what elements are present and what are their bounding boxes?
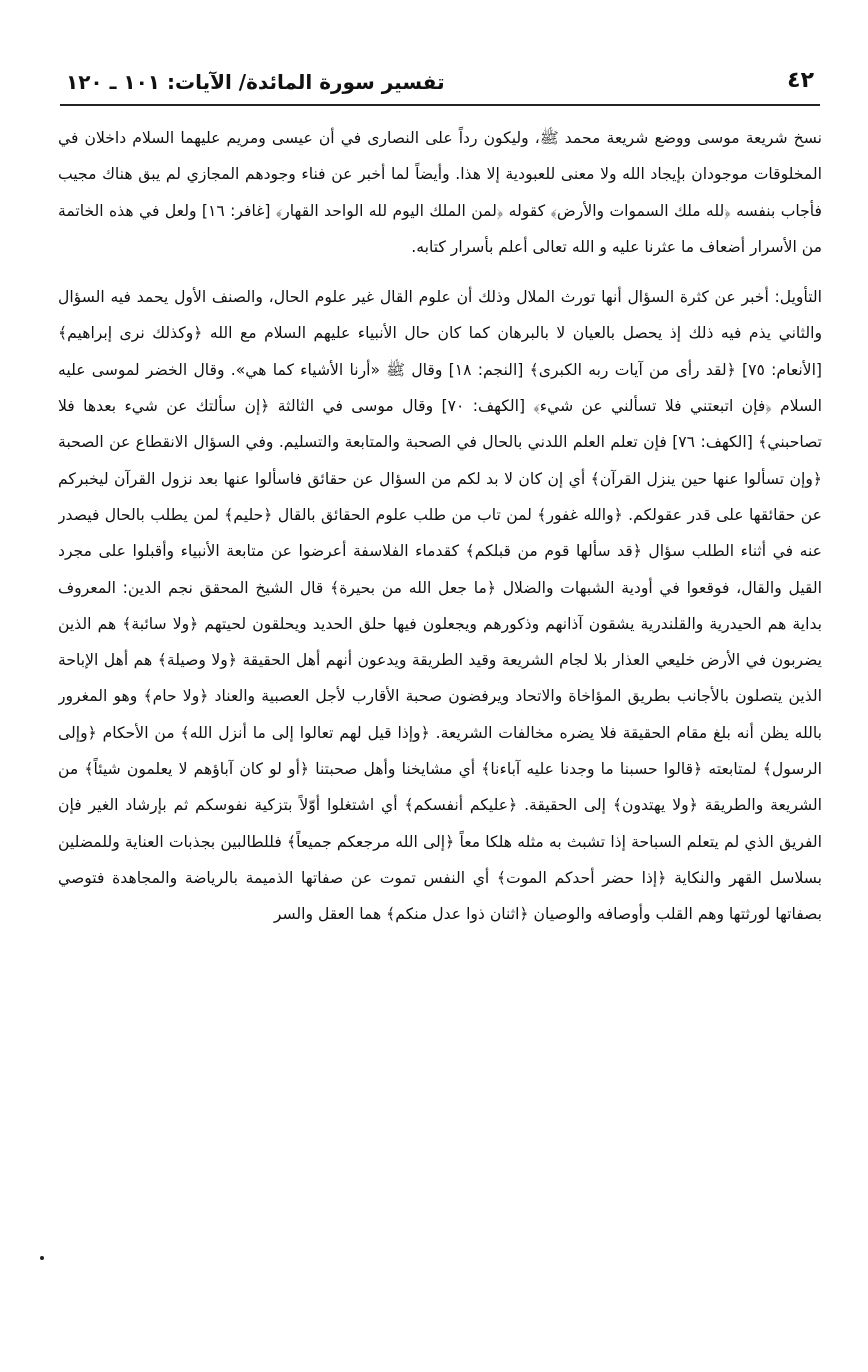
page-number: ٤٢ — [787, 68, 814, 93]
margin-mark — [40, 1256, 44, 1260]
running-title: تفسير سورة المائدة/ الآيات: ١٠١ ـ ١٢٠ — [66, 70, 445, 94]
page-body — [58, 120, 822, 1350]
paragraph-spacer — [58, 265, 822, 279]
page-header — [58, 64, 820, 104]
header-divider — [60, 104, 820, 106]
paragraph-intro: نسخ شريعة موسى ووضع شريعة محمد ﷺ، وليكون رداً على النصارى في أن عيسى ومريم عليهما السلام داخلان في المخلوقات موجودان بإيجاد الله ولا معنى للعبودية إلا هذا. وأيضاً لما أخبر عن فناء وجودهم المجازي لم يبق هناك مجيب فأجاب بنفسه ﴿لله ملك السموات والأرض﴾ كقوله ﴿لمن الملك اليوم لله الواحد القهار﴾ [غافر: ١٦] ولعل في هذه الخاتمة من الأسرار أضعاف ما عثرنا عليه و الله تعالى أعلم بأسرار كتابه. — [58, 129, 822, 256]
paragraph-tawil: التأويل: أخبر عن كثرة السؤال أنها تورث الملال وذلك أن علوم القال غير علوم الحال، والصنف الأول يحمد فيه السؤال والثاني يذم فيه ذلك إذ يحصل بالعيان لا بالبرهان كما كان حال الأنبياء عليهم السلام مع الله ﴿وكذلك نرى إبراهيم﴾ [الأنعام: ٧٥] ﴿لقد رأى من آيات ربه الكبرى﴾ [النجم: ١٨] وقال ﷺ «أرنا الأشياء كما هي». وقال الخضر لموسى عليه السلام ﴿فإن اتبعتني فلا تسألني عن شيء﴾ [الكهف: ٧٠] وقال موسى في الثالثة ﴿إن سألتك عن شيء بعدها فلا تصاحبني﴾ [الكهف: ٧٦] فإن تعلم العلم اللدني بالحال في الصحبة والمتابعة والتسليم. وفي السؤال الانقطاع عن الصحبة ﴿وإن تسألوا عنها حين ينزل القرآن﴾ أي إن كان لا بد لكم من السؤال عن حقائق فاسألوا عنها بعد نزول القرآن ليخبركم عن حقائقها على قدر عقولكم. ﴿والله غفور﴾ لمن تاب من طلب علوم الحقائق بالقال ﴿حليم﴾ لمن يطلب بالحال فيصدر عنه في أثناء الطلب سؤال ﴿قد سألها قوم من قبلكم﴾ كقدماء الفلاسفة أعرضوا عن متابعة الأنبياء وأقبلوا على مجرد القيل والقال، فوقعوا في أودية الشبهات والضلال ﴿ما جعل الله من بحيرة﴾ قال الشيخ المحقق نجم الدين: المعروف بداية هم الحيدرية والقلندرية يشقون آذانهم وذكورهم ويجعلون فيها حلق الحديد ويحلقون لحيتهم ﴿ولا سائبة﴾ هم الذين يضربون في الأرض خليعي العذار بلا لجام الشريعة وقيد الطريقة ويدعون أنهم أهل الحقيقة ﴿ولا وصيلة﴾ هم أهل الإباحة الذين يتصلون بالأجانب بطريق المؤاخاة والاتحاد ويرفضون صحبة الأقارب لأجل العصبية والعناد ﴿ولا حام﴾ وهو المغرور بالله يظن أنه بلغ مقام الحقيقة فلا يضره مخالفات الشريعة. ﴿وإذا قيل لهم تعالوا إلى ما أنزل الله﴾ من الأحكام ﴿وإلى الرسول﴾ لمتابعته ﴿قالوا حسبنا ما وجدنا عليه آباءنا﴾ أي مشايخنا وأهل صحبتنا ﴿أو لو كان آباؤهم لا يعلمون شيئاً﴾ من الشريعة والطريقة ﴿ولا يهتدون﴾ إلى الحقيقة. ﴿عليكم أنفسكم﴾ أي اشتغلوا أوّلاً بتزكية نفوسكم ثم بإرشاد الغير فإن الفريق الذي لم يتعلم السباحة إذا تشبث به مثله هلكا معاً ﴿إلى الله مرجعكم جميعاً﴾ فللطالبين بجذبات العناية وللمضلين بسلاسل القهر والنكاية ﴿إذا حضر أحدكم الموت﴾ أي النفس تموت عن صفاتها الذميمة بالرياضة والمجاهدة فتوصي بصفاتها لورثتها وهم القلب وأوصافه والوصيان ﴿اثنان ذوا عدل منكم﴾ هما العقل والسر — [58, 288, 822, 924]
